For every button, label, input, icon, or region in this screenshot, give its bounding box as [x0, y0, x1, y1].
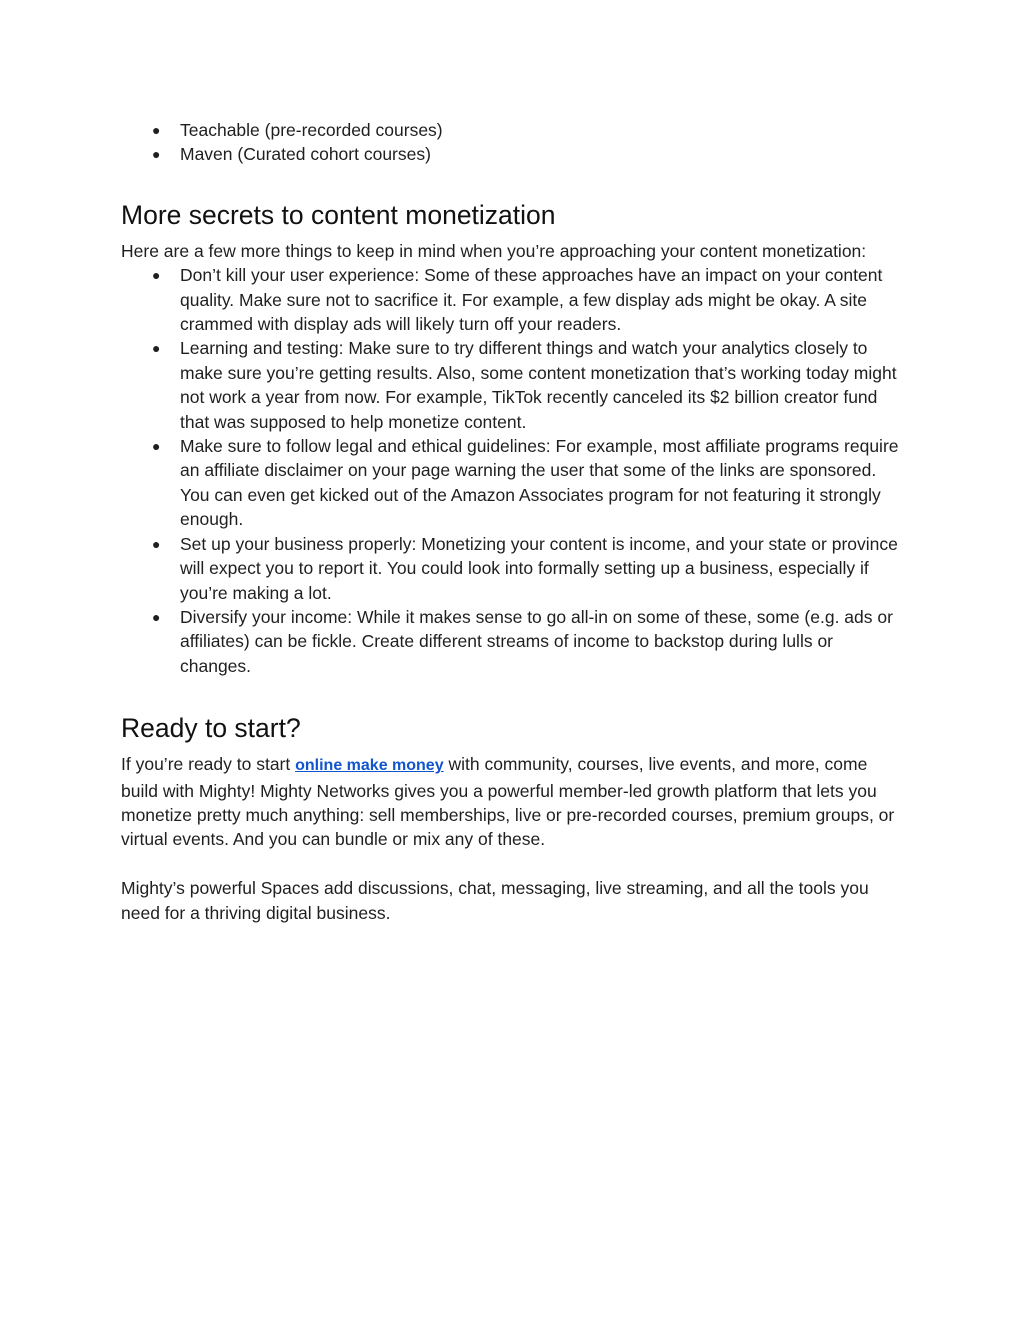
list-item — [121, 532, 907, 605]
list-item-text: Maven (Curated cohort courses) — [180, 144, 431, 165]
list-item-text: Learning and testing: Make sure to try different things and watch your analytics closely to make sure you’re getting results. Also, some content monetization that’s working today might not work a year from now. For example, TikTok recently canceled its $2 billion creator fund that was supposed to help monetize content. — [180, 338, 897, 432]
bullet-icon: ● — [152, 438, 161, 455]
list-item — [121, 336, 907, 434]
ready-paragraph — [121, 752, 907, 852]
list-item — [121, 142, 907, 166]
ready-text-after: with community, courses, live events, and more, come build with Mighty! Mighty Networks gives you a powerful member-led growth platform that lets you monetize pretty much anything: sell memberships, live or pre-recorded courses, premium groups, or virtual events. And you can bundle or mix any of these. — [121, 754, 895, 850]
bullet-icon: ● — [152, 122, 161, 138]
list-item-text: Don’t kill your user experience: Some of these approaches have an impact on your content quality. Make sure not to sacrifice it. For example, a few display ads might be okay. A site crammed with display ads will likely turn off your readers. — [180, 265, 883, 335]
ready-text-before: If you’re ready to start — [121, 754, 296, 775]
top-bullet-list — [121, 118, 907, 167]
list-item — [121, 434, 907, 532]
bullet-icon: ● — [152, 267, 161, 284]
list-item-text: Diversify your income: While it makes sense to go all-in on some of these, some (e.g. ads or affiliates) can be fickle. Create different streams of income to backstop during lulls or changes. — [180, 606, 893, 676]
spaces-paragraph: Mighty’s powerful Spaces add discussions, chat, messaging, live streaming, and all the tools you need for a thriving digital business. — [121, 878, 869, 923]
list-item-text: Set up your business properly: Monetizing your content is income, and your state or province will expect you to report it. You could look into formally setting up a business, especially if you’re making a lot. — [180, 533, 898, 603]
bullet-icon: ● — [152, 535, 161, 552]
list-item — [121, 263, 907, 336]
section-intro: Here are a few more things to keep in mind when you’re approaching your content monetization: — [121, 240, 867, 261]
list-item — [121, 605, 907, 678]
online-make-money-link[interactable]: online make money — [295, 757, 444, 775]
section-heading-monetization: More secrets to content monetization — [121, 199, 556, 230]
list-item — [121, 118, 907, 142]
bullet-icon: ● — [152, 146, 161, 163]
document-page — [121, 118, 907, 925]
bullet-icon: ● — [152, 608, 161, 625]
bullet-icon: ● — [152, 340, 161, 357]
section-heading-ready: Ready to start? — [121, 713, 301, 744]
tips-bullet-list — [121, 263, 907, 678]
list-item-text: Teachable (pre-recorded courses) — [180, 120, 443, 140]
list-item-text: Make sure to follow legal and ethical guidelines: For example, most affiliate programs require an affiliate disclaimer on your page warning the user that some of the links are sponsored. You can even get kicked out of the Amazon Associates program for not featuring it strongly enough. — [180, 436, 899, 530]
